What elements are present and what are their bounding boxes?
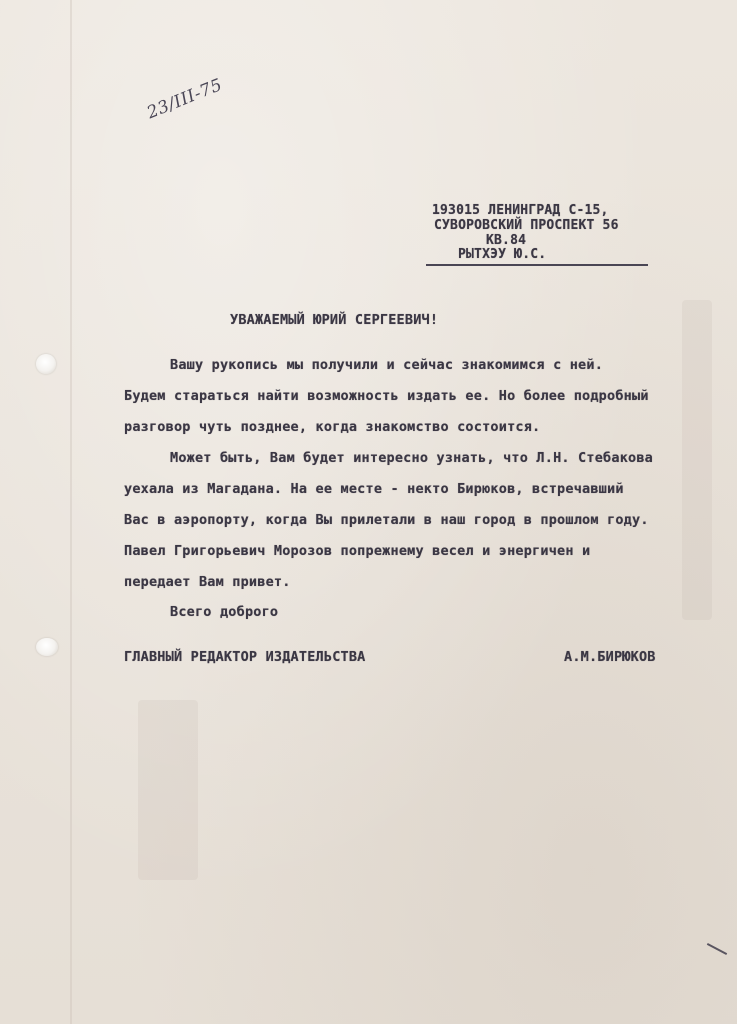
body-text-line: передает Вам привет. <box>124 574 291 590</box>
body-text-line: Павел Григорьевич Морозов попрежнему весел и энергичен и <box>124 543 591 559</box>
address-recipient-name: РЫТХЭУ Ю.С. <box>458 247 547 262</box>
stray-pen-mark <box>707 943 727 955</box>
body-text-line: Может быть, Вам будет интересно узнать, что Л.Н. Стебакова <box>170 450 654 466</box>
salutation: УВАЖАЕМЫЙ ЮРИЙ СЕРГЕЕВИЧ! <box>230 312 439 328</box>
body-text-line: Вас в аэропорту, когда Вы прилетали в наш город в прошлом году. <box>124 512 649 528</box>
signature-title: ГЛАВНЫЙ РЕДАКТОР ИЗДАТЕЛЬСТВА <box>124 649 366 665</box>
paper-smudge <box>682 300 712 620</box>
body-text-line: Будем стараться найти возможность издать ее. Но более подробный <box>124 388 649 404</box>
body-text-line: разговор чуть позднее, когда знакомство состоится. <box>124 419 541 435</box>
address-line: 193015 ЛЕНИНГРАД С-15, <box>432 203 609 218</box>
address-line: КВ.84 <box>486 233 527 248</box>
paper-smudge <box>138 700 198 880</box>
address-underline <box>426 264 648 266</box>
body-text-line: уехала из Магадана. На ее месте - некто Бирюков, встречавший <box>124 481 624 497</box>
handwritten-date-note: 23/III-75 <box>144 74 226 124</box>
closing-phrase: Всего доброго <box>170 604 279 620</box>
signature-name: А.М.БИРЮКОВ <box>564 649 656 665</box>
body-text-line: Вашу рукопись мы получили и сейчас знакомимся с ней. <box>170 357 604 373</box>
address-line: СУВОРОВСКИЙ ПРОСПЕКТ 56 <box>434 218 619 233</box>
paper-fold-line <box>70 0 72 1024</box>
punch-hole <box>36 354 56 374</box>
punch-hole <box>36 638 58 656</box>
